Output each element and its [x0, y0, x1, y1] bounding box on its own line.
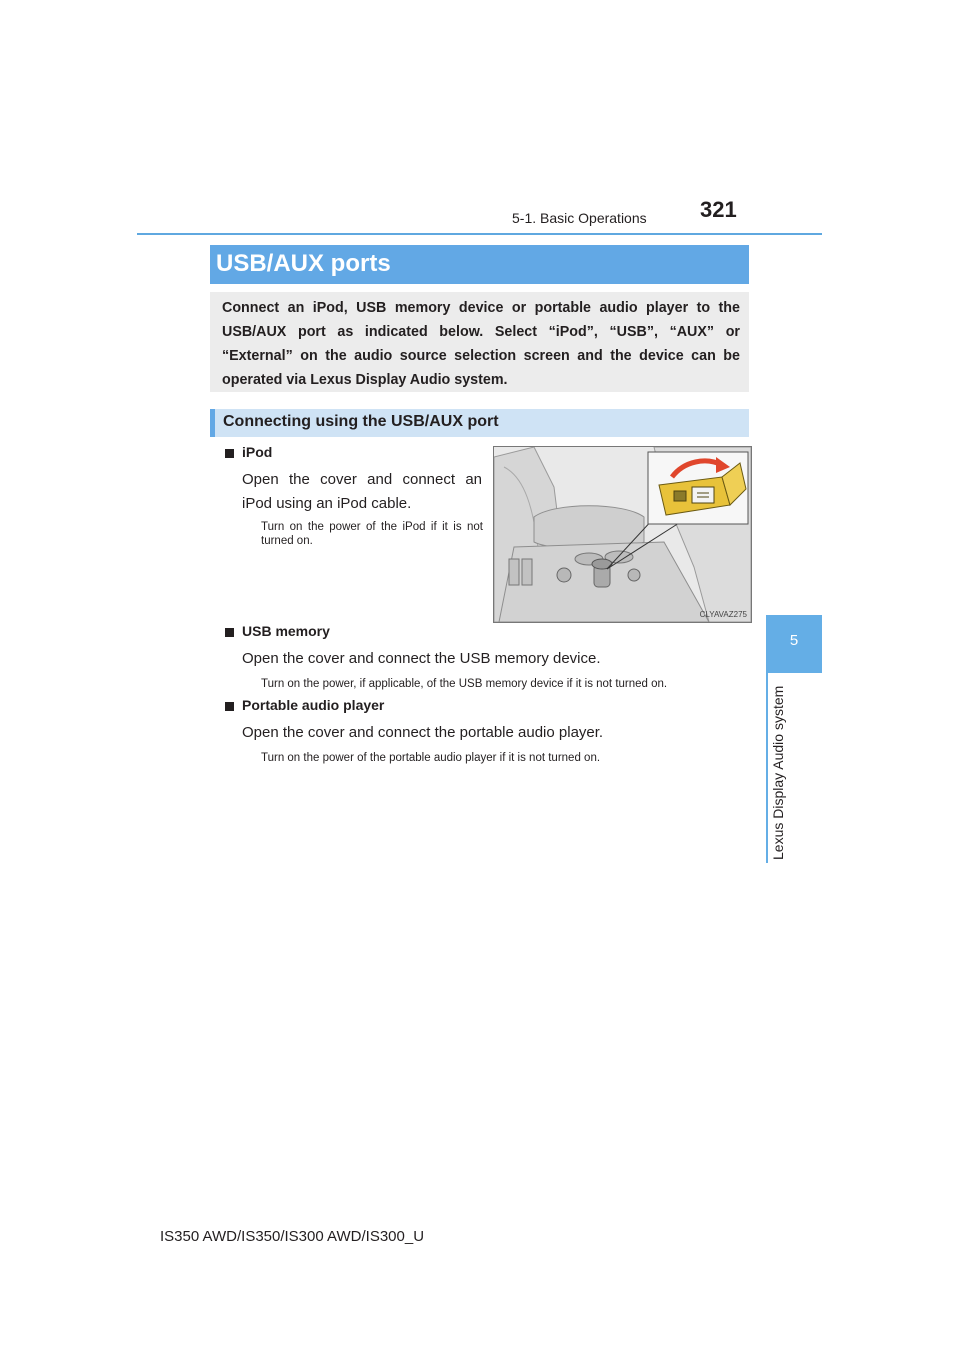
console-illustration [493, 446, 752, 623]
page-title: USB/AUX ports [216, 250, 391, 277]
chapter-title: Lexus Display Audio system [770, 685, 786, 860]
bullet-square-icon [225, 702, 234, 711]
item-text-usb: Open the cover and connect the USB memory device. [242, 650, 601, 667]
item-note-usb: Turn on the power, if applicable, of the USB memory device if it is not turned on. [261, 678, 668, 690]
intro-text: Connect an iPod, USB memory device or portable audio player to the USB/AUX port as indicated below. Select “iPod”, “USB”, “AUX” or “External” on the audio source selection screen and the device can be operated via Lexus Display Audio system. [222, 300, 740, 388]
header-rule [137, 233, 822, 235]
page-number: 321 [700, 197, 737, 222]
subsection-bar [210, 409, 749, 437]
intro-box [210, 292, 749, 392]
item-heading-usb: USB memory [242, 623, 330, 639]
bullet-square-icon [225, 628, 234, 637]
item-heading-portable: Portable audio player [242, 697, 385, 713]
item-note-ipod: Turn on the power of the iPod if it is not turned on. [261, 521, 483, 547]
model-footer: IS350 AWD/IS350/IS300 AWD/IS300_U [160, 1228, 425, 1245]
bullet-square-icon [225, 449, 234, 458]
subsection-title: Connecting using the USB/AUX port [223, 413, 499, 430]
item-text-ipod: Open the cover and connect an iPod using an iPod cable. [242, 471, 482, 512]
chapter-tab-line [766, 673, 768, 863]
console-drawing [494, 447, 751, 622]
chapter-tab: 5 [766, 615, 822, 673]
section-header: 5-1. Basic Operations [512, 210, 647, 226]
item-note-portable: Turn on the power of the portable audio player if it is not turned on. [261, 752, 601, 764]
illustration-code: CLYAVAZ275 [699, 610, 747, 619]
title-bar [210, 245, 749, 284]
subsection-accent [210, 409, 215, 437]
item-text-portable: Open the cover and connect the portable audio player. [242, 724, 604, 741]
item-heading-ipod: iPod [242, 444, 273, 460]
